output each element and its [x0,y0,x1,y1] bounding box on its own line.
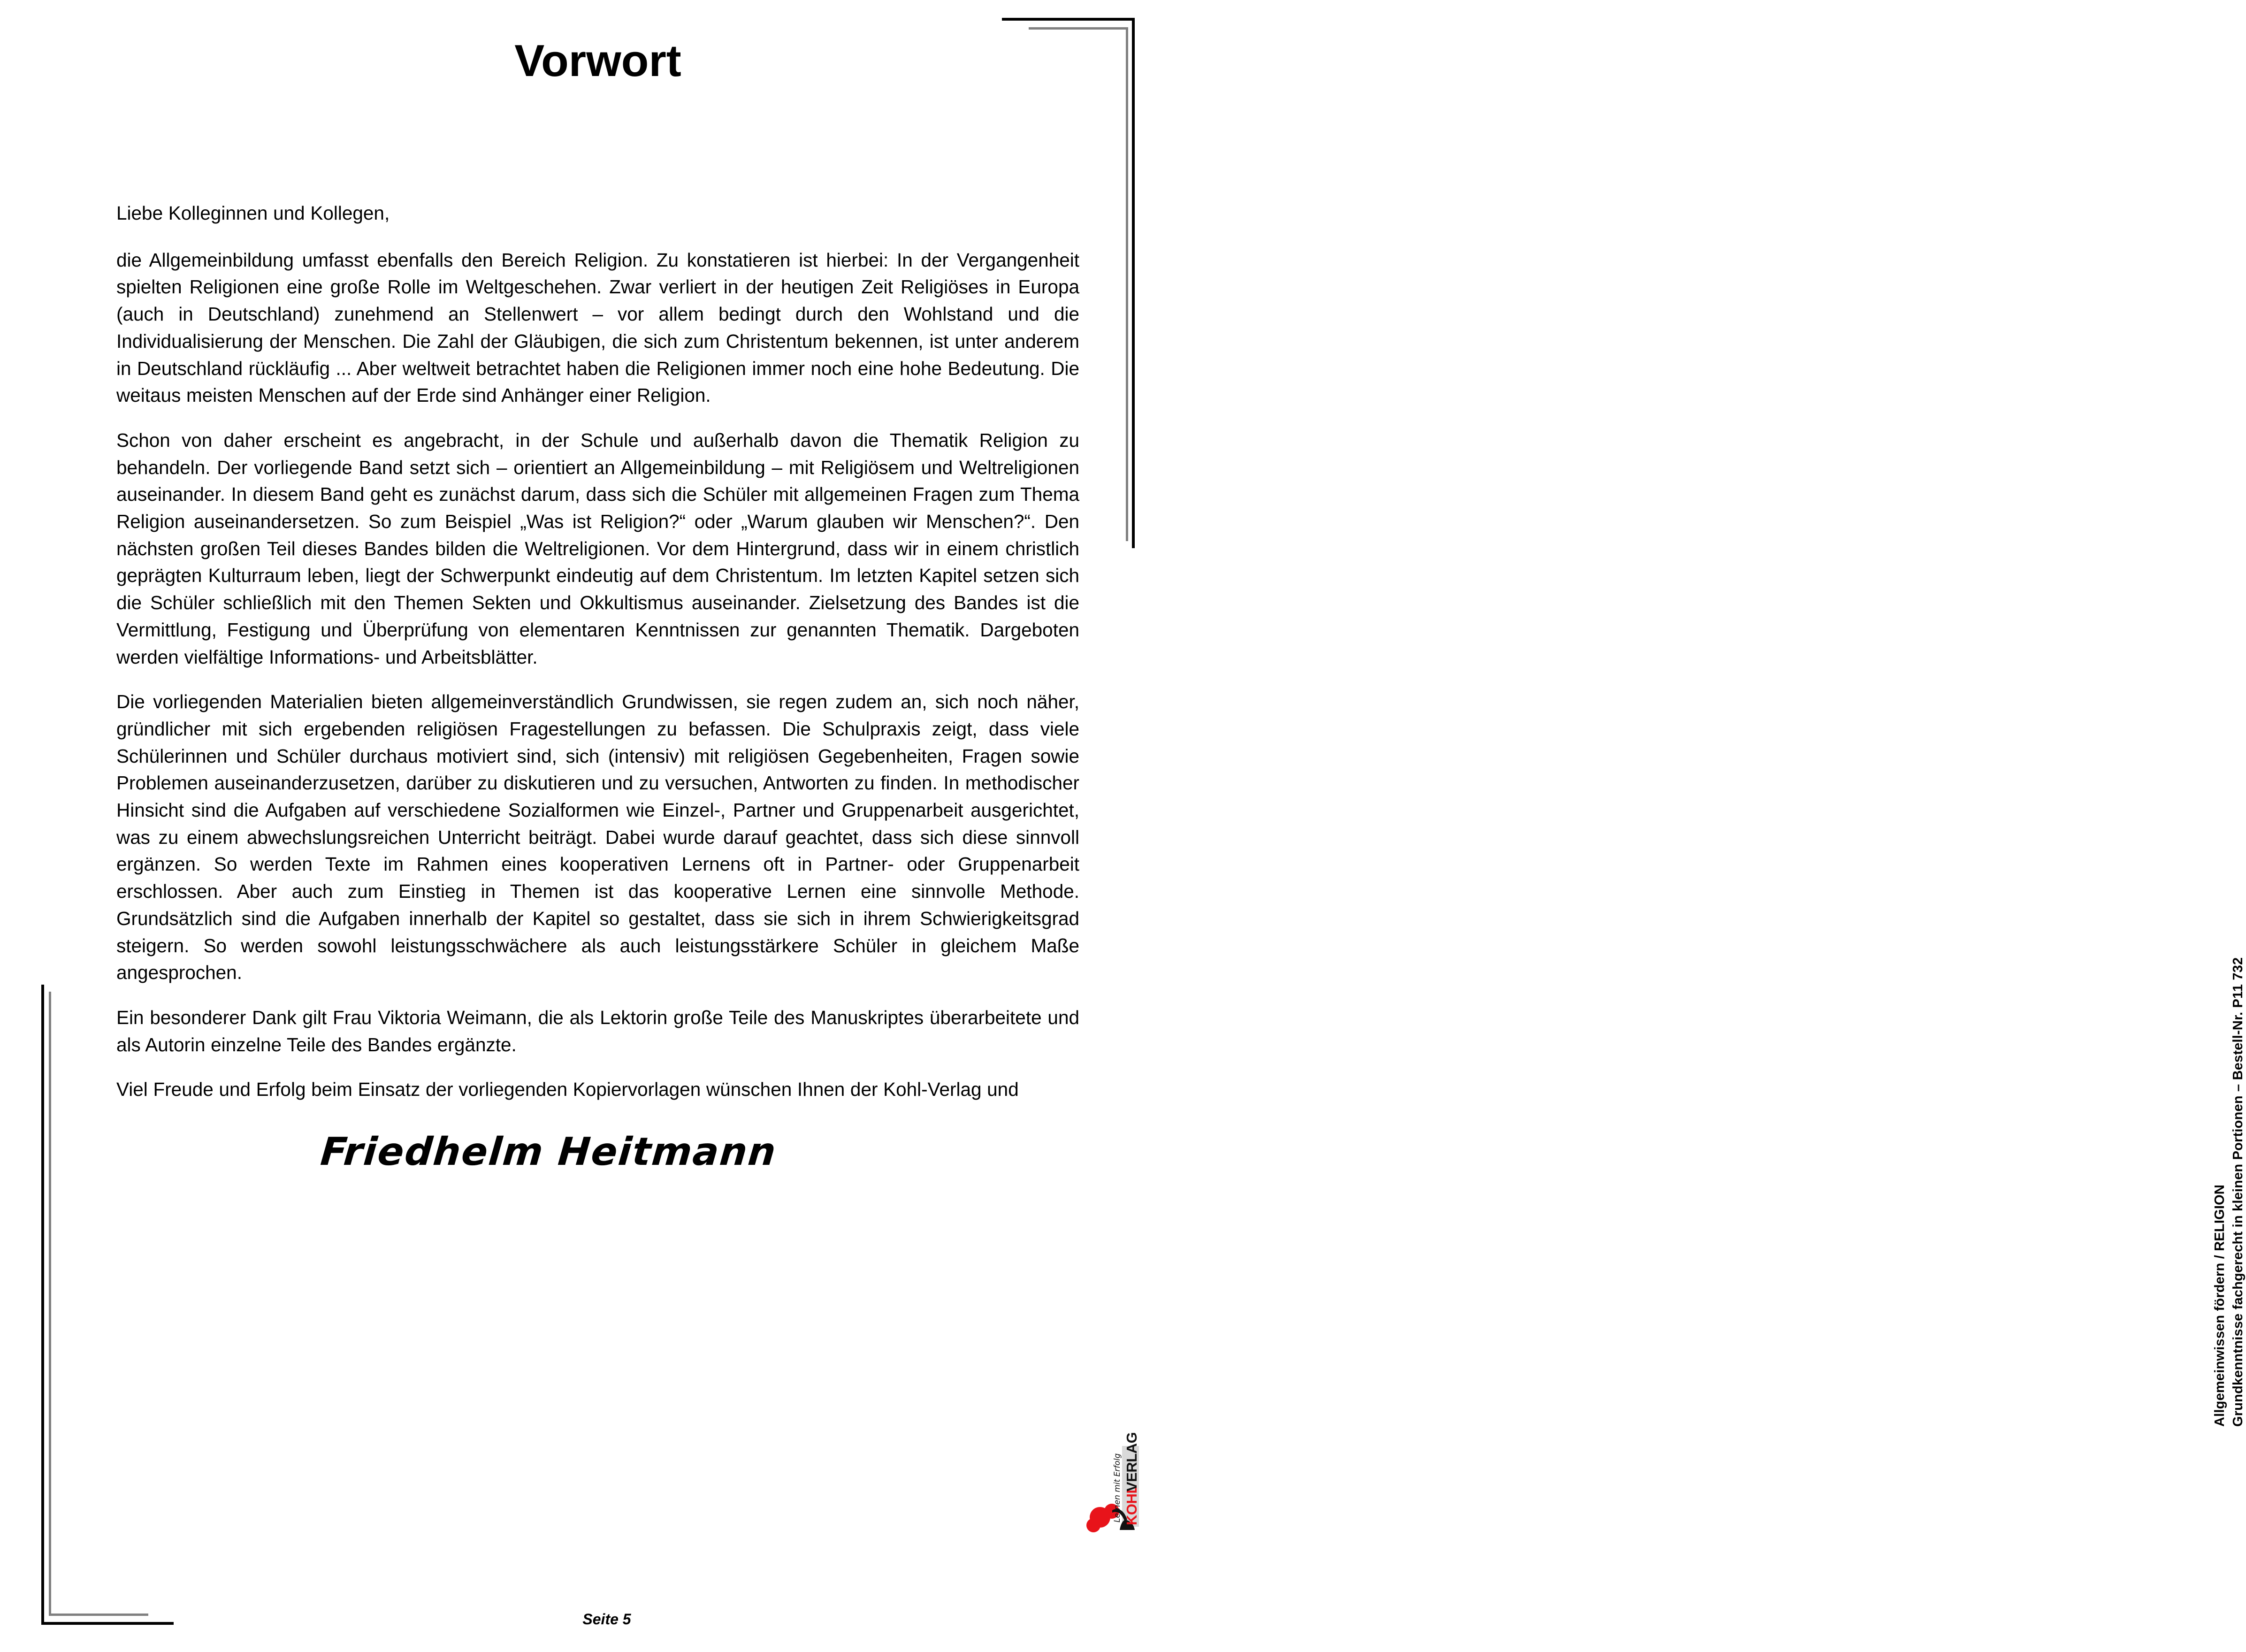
author-signature: Friedhelm Heitmann [319,1130,779,1175]
content-column [116,0,1079,1174]
margin-series-line-2: Grundkenntnisse fachgerecht in kleinen Portionen – Bestell-Nr. P11 732 [2231,957,2246,1427]
kohl-verlag-logo [1085,1432,1164,1534]
body-paragraph-5: Viel Freude und Erfolg beim Einsatz der vorliegenden Kopiervorlagen wünschen Ihnen der Kohl-Verlag und [116,1078,1019,1101]
margin-series-line-1: Allgemeinwissen fördern / RELIGION [2212,1185,2227,1427]
body-paragraph-1: die Allgemeinbildung umfasst ebenfalls den Bereich Religion. Zu konstatieren ist hierbei: In der Vergangenheit spielten Religionen eine große Rolle im Weltgeschehen. Zwar verliert in der heutigen Zeit Religiöses in Europa (auch in Deutschland) zunehmend an Stellenwert – vor allem bedingt durch den Wohlstand und die Individualisierung der Menschen. Die Zahl der Gläubigen, die sich zum Christentum bekennen, ist unter anderem in Deutschland rückläufig ... Aber weltweit betrachtet haben die Religionen immer noch eine hohe Bedeutung. Die weitaus meisten Menschen auf der Erde sind Anhänger einer Religion. [116,249,1079,406]
body-paragraph-3: Die vorliegenden Materialien bieten allgemeinverständlich Grundwissen, sie regen zudem an, sich noch näher, gründlicher mit sich ergebenden religiösen Fragestellungen zu befassen. Die Schulpraxis zeigt, dass viele Schülerinnen und Schüler durchaus motiviert sind, sich (intensiv) mit religiösen Gegebenheiten, Fragen sowie Problemen auseinanderzusetzen, darüber zu diskutieren und zu versuchen, Antworten zu finden. In methodischer Hinsicht sind die Aufgaben auf verschiedene Sozialformen wie Einzel-, Partner und Gruppenarbeit ausgerichtet, was zu einem abwechslungsreichen Unterricht beiträgt. Dabei wurde darauf geachtet, dass sich diese sinnvoll ergänzen. So werden Texte im Rahmen eines kooperativen Lernens oft in Partner- oder Gruppenarbeit erschlossen. Aber auch zum Einstieg in Themen ist das kooperative Lernen eine sinnvolle Methode. Grundsätzlich sind die Aufgaben innerhalb der Kapitel so gestaltet, dass sie sich in ihrem Schwierigkeitsgrad steigern. So werden sowohl leistungsschwächere als auch leistungsstärkere Schüler in gleichem Maße angesprochen. [116,691,1079,984]
page-title: Vorwort [514,36,681,86]
body-paragraph-4: Ein besonderer Dank gilt Frau Viktoria Weimann, die als Lektorin große Teile des Manuskriptes überarbeitete und als Autorin einzelne Teile des Bandes ergänzte. [116,1006,1079,1055]
body-paragraph-2: Schon von daher erscheint es angebracht, in der Schule und außerhalb davon die Thematik Religion zu behandeln. Der vorliegende Band setzt sich – orientiert an Allgemeinbildung – mit Religiösem und Weltreligionen auseinander. In diesem Band geht es zunächst darum, dass sich die Schüler mit allgemeinen Fragen zum Thema Religion auseinandersetzen. So zum Beispiel „Was ist Religion?“ oder „Warum glauben wir Menschen?“. Den nächsten großen Teil dieses Bandes bilden die Weltreligionen. Vor dem Hintergrund, dass wir in einem christlich geprägten Kulturraum leben, liegt der Schwerpunkt eindeutig auf dem Christentum. Im letzten Kapitel setzen sich die Schüler schließlich mit den Themen Sekten und Okkultismus auseinander. Zielsetzung des Bandes ist die Vermittlung, Festigung und Überprüfung von elementaren Kenntnissen zur genannten Thematik. Dargeboten werden vielfältige Informations- und Arbeitsblätter. [116,429,1079,668]
svg-text:VERLAG: VERLAG [1123,1432,1140,1491]
corner-bracket-bottom-left-shadow-vertical [49,992,51,1616]
page-footer [0,1611,1176,1628]
footer-page-number: Seite 5 [582,1611,631,1628]
margin-series-text [1107,0,2246,1652]
greeting-paragraph: Liebe Kolleginnen und Kollegen, [116,202,390,224]
kohl-verlag-logo-graphic [1085,1432,1164,1534]
svg-text:KOHL: KOHL [1123,1485,1140,1525]
corner-bracket-bottom-left-vertical [41,985,44,1625]
svg-text:Lernen mit Erfolg: Lernen mit Erfolg [1113,1453,1122,1522]
